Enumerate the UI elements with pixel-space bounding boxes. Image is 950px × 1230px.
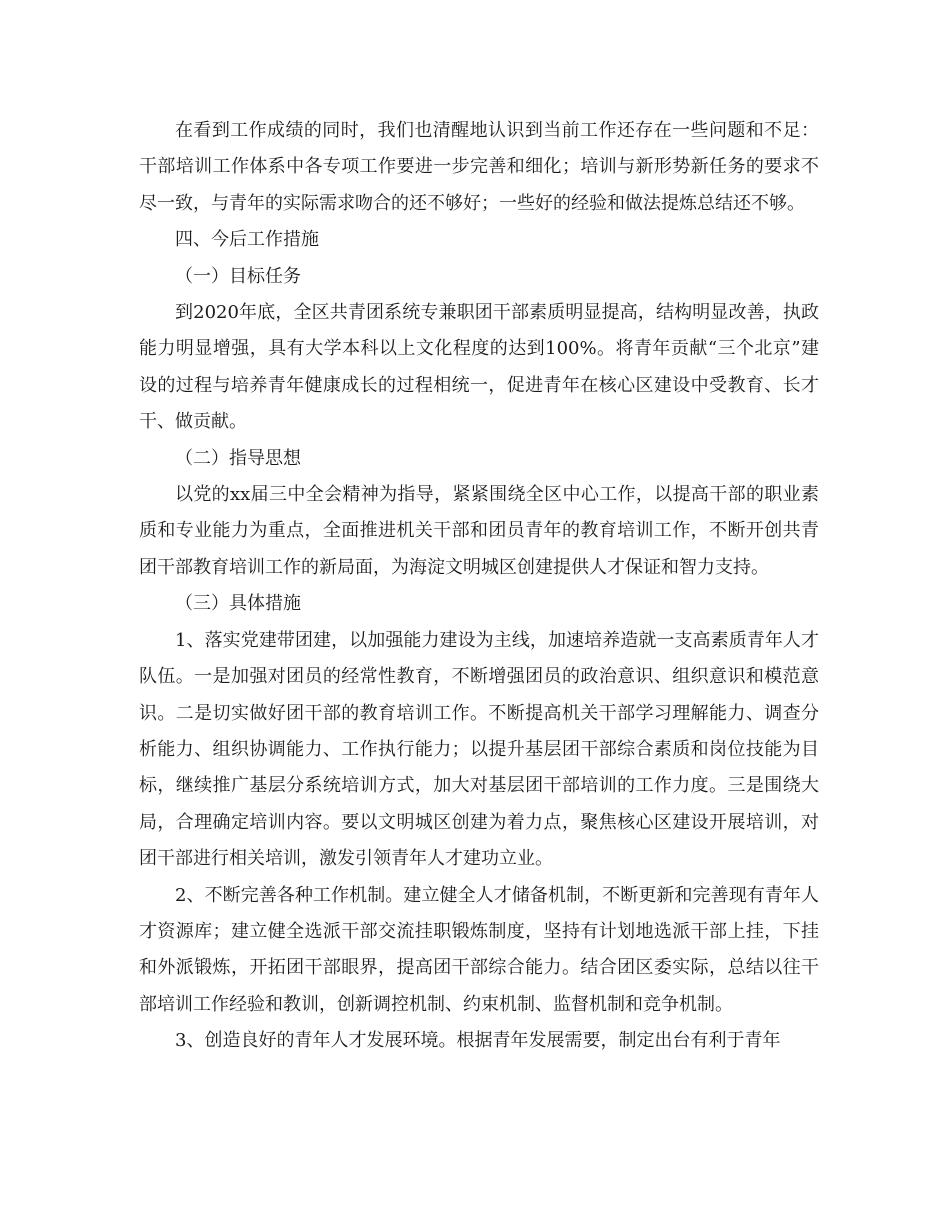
subheading-specific-measures: （三）具体措施 bbox=[175, 593, 301, 615]
paragraph-measure-1: 1、落实党建带团建，以加强能力建设为主线，加速培养造就一支高素质青年人才队伍。一是加强对团员的经常性教育，不断增强团员的政治意识、组织意识和模范意识。二是切实做好团干部的教育培训工作。不断提高机关干部学习理解能力、调查分析能力、组织协调能力、工作执行能力；以提升基层团干部综合素质和岗位技能为目标，继续推广基层分系统培训方式，加大对基层团干部培训的工作力度。三是围绕大局，合理确定培训内容。要以文明城区创建为着力点，聚焦核心区建设开展培训，对团干部进行相关培训，激发引领青年人才建功立业。 bbox=[139, 629, 819, 870]
subheading-guiding-ideology: （二）指导思想 bbox=[175, 447, 301, 469]
paragraph-goals: 到2020年底，全区共青团系统专兼职团干部素质明显提高，结构明显改善，执政能力明显增强，具有大学本科以上文化程度的达到100%。将青年贡献“三个北京”建设的过程与培养青年健康成长的过程相统一，促进青年在核心区建设中受教育、长才干、做贡献。 bbox=[139, 302, 819, 433]
paragraph-measure-3: 3、创造良好的青年人才发展环境。根据青年发展需要，制定出台有利于青年 bbox=[175, 1030, 781, 1052]
document-body bbox=[139, 113, 819, 1060]
paragraph-guiding-ideology: 以党的xx届三中全会精神为指导，紧紧围绕全区中心工作，以提高干部的职业素质和专业能力为重点，全面推进机关干部和团员青年的教育培训工作，不断开创共青团干部教育培训工作的新局面，为海淀文明城区创建提供人才保证和智力支持。 bbox=[139, 484, 819, 578]
subheading-goals: （一）目标任务 bbox=[175, 265, 301, 287]
paragraph-measure-2: 2、不断完善各种工作机制。建立健全人才储备机制，不断更新和完善现有青年人才资源库；建立健全选派干部交流挂职锻炼制度，坚持有计划地选派干部上挂，下挂和外派锻炼，开拓团干部眼界，提高团干部综合能力。结合团区委实际，总结以往干部培训工作经验和教训，创新调控机制、约束机制、监督机制和竞争机制。 bbox=[139, 884, 819, 1015]
section-heading-future-measures: 四、今后工作措施 bbox=[175, 229, 319, 251]
paragraph-problems: 在看到工作成绩的同时，我们也清醒地认识到当前工作还存在一些问题和不足：干部培训工作体系中各专项工作要进一步完善和细化；培训与新形势新任务的要求不尽一致，与青年的实际需求吻合的还不够好；一些好的经验和做法提炼总结还不够。 bbox=[139, 120, 819, 214]
